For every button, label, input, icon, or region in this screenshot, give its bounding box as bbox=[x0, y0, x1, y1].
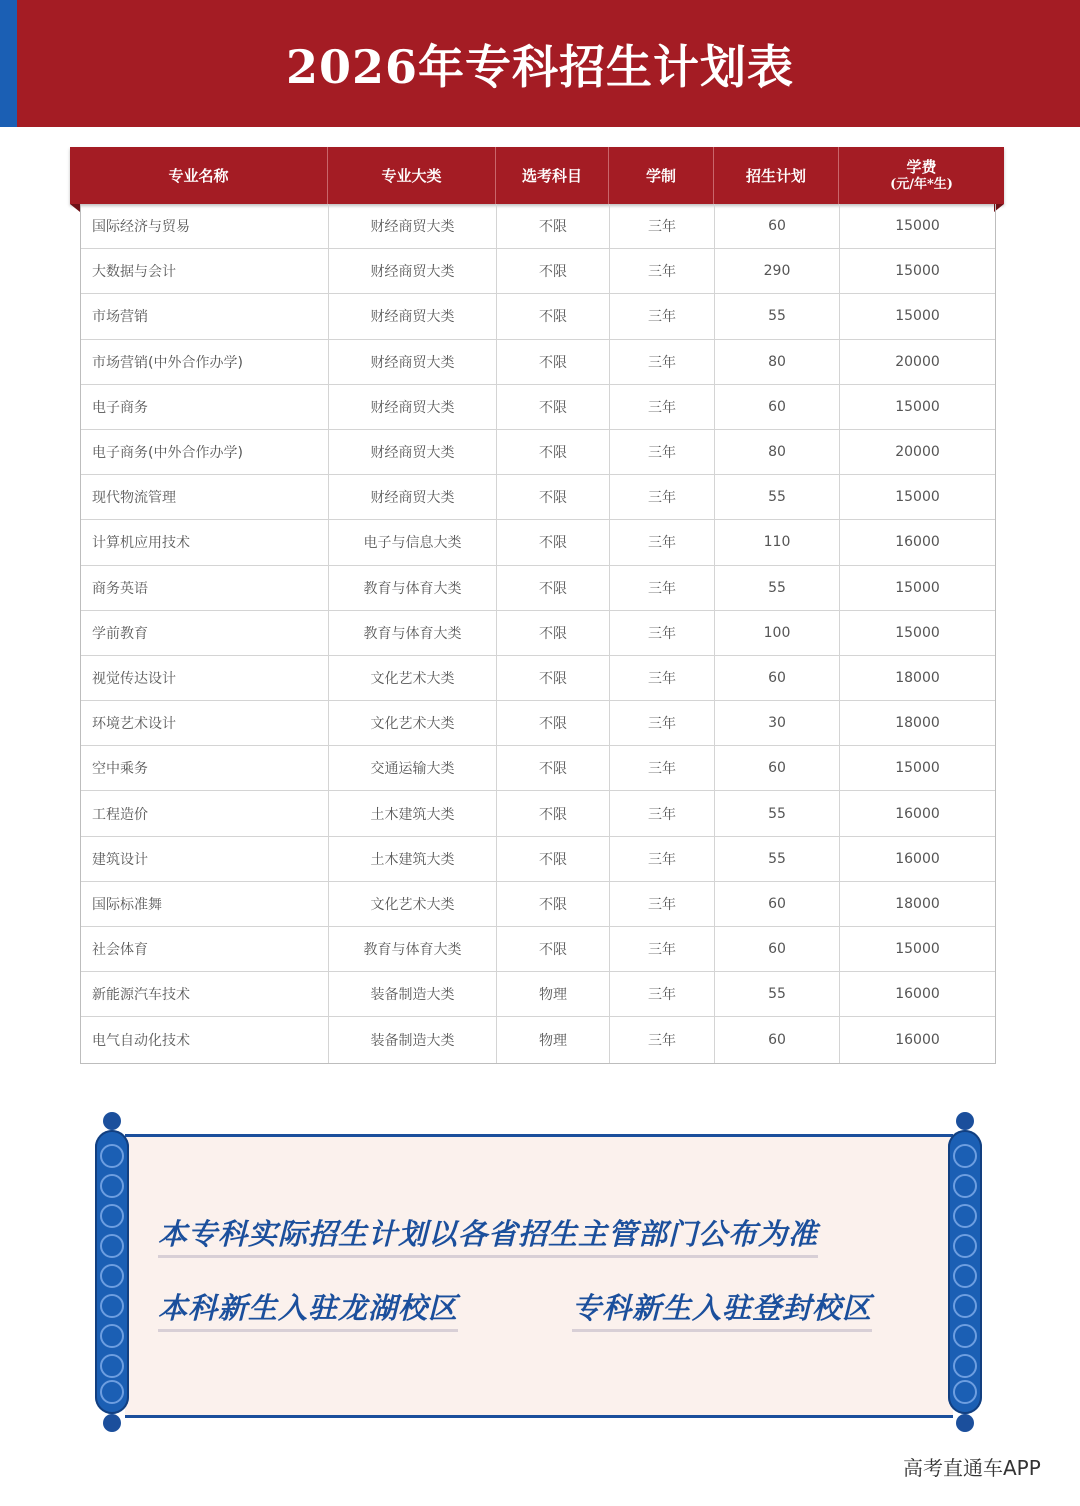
cell-subject: 不限 bbox=[497, 656, 610, 700]
cell-tuition: 20000 bbox=[895, 444, 940, 461]
cell-tuition: 18000 bbox=[895, 669, 940, 686]
cell-duration: 三年 bbox=[610, 475, 715, 519]
cell-major-category: 交通运输大类 bbox=[329, 746, 497, 790]
cell-subject: 不限 bbox=[497, 566, 610, 610]
table-row bbox=[81, 746, 995, 791]
cell-tuition: 15000 bbox=[895, 398, 940, 415]
cell-major-name: 电气自动化技术 bbox=[81, 1017, 329, 1062]
cell-major-name: 市场营销(中外合作办学) bbox=[81, 340, 329, 384]
cell-major-category: 土木建筑大类 bbox=[329, 791, 497, 835]
cell-major-category: 教育与体育大类 bbox=[329, 611, 497, 655]
cell-tuition: 18000 bbox=[895, 895, 940, 912]
scroll-rod-left bbox=[95, 1112, 129, 1432]
cell-major-category: 财经商贸大类 bbox=[329, 340, 497, 384]
cell-major-name: 电子商务(中外合作办学) bbox=[81, 430, 329, 474]
cell-major-category: 教育与体育大类 bbox=[329, 927, 497, 971]
cell-duration: 三年 bbox=[610, 656, 715, 700]
cell-major-name: 国际经济与贸易 bbox=[81, 204, 329, 248]
table-row bbox=[81, 1017, 995, 1062]
table-row bbox=[81, 701, 995, 746]
scroll-cap-icon bbox=[956, 1414, 974, 1432]
cell-enrollment-plan: 60 bbox=[715, 882, 840, 926]
cell-subject: 物理 bbox=[497, 1017, 610, 1062]
table-row bbox=[81, 972, 995, 1017]
cell-enrollment-plan: 55 bbox=[715, 566, 840, 610]
cell-duration: 三年 bbox=[610, 1017, 715, 1062]
cell-duration: 三年 bbox=[610, 204, 715, 248]
cell-tuition: 16000 bbox=[895, 805, 940, 822]
cell-tuition: 15000 bbox=[895, 624, 940, 641]
header-subject: 选考科目 bbox=[496, 147, 609, 204]
header-fold-left bbox=[70, 204, 80, 212]
cell-subject: 不限 bbox=[497, 475, 610, 519]
cell-tuition: 15000 bbox=[895, 941, 940, 958]
cloud-pattern-icon bbox=[95, 1130, 129, 1414]
cell-duration: 三年 bbox=[610, 972, 715, 1016]
cell-major-category: 文化艺术大类 bbox=[329, 882, 497, 926]
cell-major-category: 财经商贸大类 bbox=[329, 475, 497, 519]
cell-tuition: 15000 bbox=[895, 489, 940, 506]
table-row bbox=[81, 249, 995, 294]
cell-tuition: 15000 bbox=[895, 760, 940, 777]
cell-duration: 三年 bbox=[610, 882, 715, 926]
cell-tuition: 18000 bbox=[895, 715, 940, 732]
cell-major-category: 电子与信息大类 bbox=[329, 520, 497, 564]
cell-enrollment-plan: 60 bbox=[715, 746, 840, 790]
cell-tuition: 20000 bbox=[895, 353, 940, 370]
cell-duration: 三年 bbox=[610, 294, 715, 338]
header-tuition bbox=[839, 147, 1004, 204]
cell-duration: 三年 bbox=[610, 927, 715, 971]
cell-enrollment-plan: 55 bbox=[715, 972, 840, 1016]
cell-major-name: 空中乘务 bbox=[81, 746, 329, 790]
header-tuition-unit: (元/年*生) bbox=[890, 176, 953, 192]
cell-major-name: 环境艺术设计 bbox=[81, 701, 329, 745]
cell-subject: 物理 bbox=[497, 972, 610, 1016]
title-banner bbox=[0, 0, 1080, 127]
cell-subject: 不限 bbox=[497, 791, 610, 835]
cell-duration: 三年 bbox=[610, 701, 715, 745]
table-row bbox=[81, 927, 995, 972]
cell-enrollment-plan: 60 bbox=[715, 1017, 840, 1062]
cell-major-name: 工程造价 bbox=[81, 791, 329, 835]
header-major-category: 专业大类 bbox=[328, 147, 496, 204]
cell-subject: 不限 bbox=[497, 701, 610, 745]
cell-major-category: 财经商贸大类 bbox=[329, 430, 497, 474]
cell-subject: 不限 bbox=[497, 294, 610, 338]
cell-tuition: 16000 bbox=[895, 986, 940, 1003]
cell-enrollment-plan: 290 bbox=[715, 249, 840, 293]
cell-subject: 不限 bbox=[497, 520, 610, 564]
scroll-rod-right bbox=[948, 1112, 982, 1432]
cell-major-category: 文化艺术大类 bbox=[329, 701, 497, 745]
table-row bbox=[81, 566, 995, 611]
cell-enrollment-plan: 80 bbox=[715, 430, 840, 474]
scroll-cap-icon bbox=[103, 1414, 121, 1432]
cell-major-name: 计算机应用技术 bbox=[81, 520, 329, 564]
cell-major-name: 市场营销 bbox=[81, 294, 329, 338]
cell-major-category: 财经商贸大类 bbox=[329, 204, 497, 248]
cell-subject: 不限 bbox=[497, 385, 610, 429]
enrollment-table bbox=[80, 204, 996, 1064]
cell-major-category: 文化艺术大类 bbox=[329, 656, 497, 700]
cell-enrollment-plan: 55 bbox=[715, 475, 840, 519]
notice-enrollment-basis: 本专科实际招生计划以各省招生主管部门公布为准 bbox=[158, 1212, 818, 1258]
cell-tuition: 16000 bbox=[895, 534, 940, 551]
cell-major-name: 现代物流管理 bbox=[81, 475, 329, 519]
notice-undergrad-campus: 本科新生入驻龙湖校区 bbox=[158, 1286, 458, 1332]
scroll-paper bbox=[125, 1134, 953, 1418]
cell-tuition: 15000 bbox=[895, 263, 940, 280]
cell-duration: 三年 bbox=[610, 249, 715, 293]
table-header bbox=[70, 147, 1004, 204]
cell-major-category: 土木建筑大类 bbox=[329, 837, 497, 881]
cell-tuition: 16000 bbox=[895, 1031, 940, 1048]
cell-major-name: 新能源汽车技术 bbox=[81, 972, 329, 1016]
cell-major-category: 教育与体育大类 bbox=[329, 566, 497, 610]
page-title: 2026年专科招生计划表 bbox=[285, 39, 795, 94]
cell-duration: 三年 bbox=[610, 611, 715, 655]
header-major-name: 专业名称 bbox=[70, 147, 328, 204]
cell-enrollment-plan: 60 bbox=[715, 385, 840, 429]
table-row bbox=[81, 611, 995, 656]
app-watermark: 高考直通车APP bbox=[903, 1456, 1041, 1480]
cell-major-category: 财经商贸大类 bbox=[329, 385, 497, 429]
table-row bbox=[81, 430, 995, 475]
table-row bbox=[81, 656, 995, 701]
cell-duration: 三年 bbox=[610, 430, 715, 474]
cell-subject: 不限 bbox=[497, 882, 610, 926]
cell-subject: 不限 bbox=[497, 746, 610, 790]
cell-subject: 不限 bbox=[497, 249, 610, 293]
cell-major-name: 社会体育 bbox=[81, 927, 329, 971]
cell-major-name: 国际标准舞 bbox=[81, 882, 329, 926]
cell-subject: 不限 bbox=[497, 927, 610, 971]
table-row bbox=[81, 791, 995, 836]
cell-duration: 三年 bbox=[610, 746, 715, 790]
cell-enrollment-plan: 80 bbox=[715, 340, 840, 384]
cell-tuition: 16000 bbox=[895, 850, 940, 867]
cell-duration: 三年 bbox=[610, 791, 715, 835]
scroll-cap-icon bbox=[956, 1112, 974, 1130]
cell-major-name: 大数据与会计 bbox=[81, 249, 329, 293]
cell-duration: 三年 bbox=[610, 566, 715, 610]
table-row bbox=[81, 294, 995, 339]
cell-enrollment-plan: 55 bbox=[715, 791, 840, 835]
table-row bbox=[81, 340, 995, 385]
table-row bbox=[81, 475, 995, 520]
cell-duration: 三年 bbox=[610, 340, 715, 384]
cloud-pattern-icon bbox=[948, 1130, 982, 1414]
scroll-cap-icon bbox=[103, 1112, 121, 1130]
cell-major-name: 商务英语 bbox=[81, 566, 329, 610]
cell-duration: 三年 bbox=[610, 837, 715, 881]
cell-subject: 不限 bbox=[497, 837, 610, 881]
cell-subject: 不限 bbox=[497, 204, 610, 248]
notice-junior-college-campus: 专科新生入驻登封校区 bbox=[572, 1286, 872, 1332]
notice-scroll bbox=[95, 1112, 985, 1432]
cell-major-category: 装备制造大类 bbox=[329, 1017, 497, 1062]
table-row bbox=[81, 385, 995, 430]
header-enrollment-plan: 招生计划 bbox=[714, 147, 839, 204]
cell-enrollment-plan: 55 bbox=[715, 294, 840, 338]
cell-tuition: 15000 bbox=[895, 218, 940, 235]
cell-major-name: 建筑设计 bbox=[81, 837, 329, 881]
header-duration: 学制 bbox=[609, 147, 714, 204]
cell-major-name: 电子商务 bbox=[81, 385, 329, 429]
cell-enrollment-plan: 60 bbox=[715, 656, 840, 700]
table-row bbox=[81, 882, 995, 927]
cell-enrollment-plan: 60 bbox=[715, 204, 840, 248]
cell-tuition: 15000 bbox=[895, 308, 940, 325]
cell-major-name: 视觉传达设计 bbox=[81, 656, 329, 700]
cell-enrollment-plan: 55 bbox=[715, 837, 840, 881]
cell-subject: 不限 bbox=[497, 340, 610, 384]
cell-major-category: 装备制造大类 bbox=[329, 972, 497, 1016]
cell-enrollment-plan: 60 bbox=[715, 927, 840, 971]
cell-tuition: 15000 bbox=[895, 579, 940, 596]
cell-subject: 不限 bbox=[497, 430, 610, 474]
cell-enrollment-plan: 100 bbox=[715, 611, 840, 655]
cell-enrollment-plan: 110 bbox=[715, 520, 840, 564]
cell-major-category: 财经商贸大类 bbox=[329, 294, 497, 338]
header-tuition-label: 学费 bbox=[906, 157, 937, 176]
cell-major-category: 财经商贸大类 bbox=[329, 249, 497, 293]
cell-duration: 三年 bbox=[610, 520, 715, 564]
table-row bbox=[81, 204, 995, 249]
cell-duration: 三年 bbox=[610, 385, 715, 429]
table-row bbox=[81, 520, 995, 565]
cell-enrollment-plan: 30 bbox=[715, 701, 840, 745]
cell-major-name: 学前教育 bbox=[81, 611, 329, 655]
table-row bbox=[81, 837, 995, 882]
cell-subject: 不限 bbox=[497, 611, 610, 655]
